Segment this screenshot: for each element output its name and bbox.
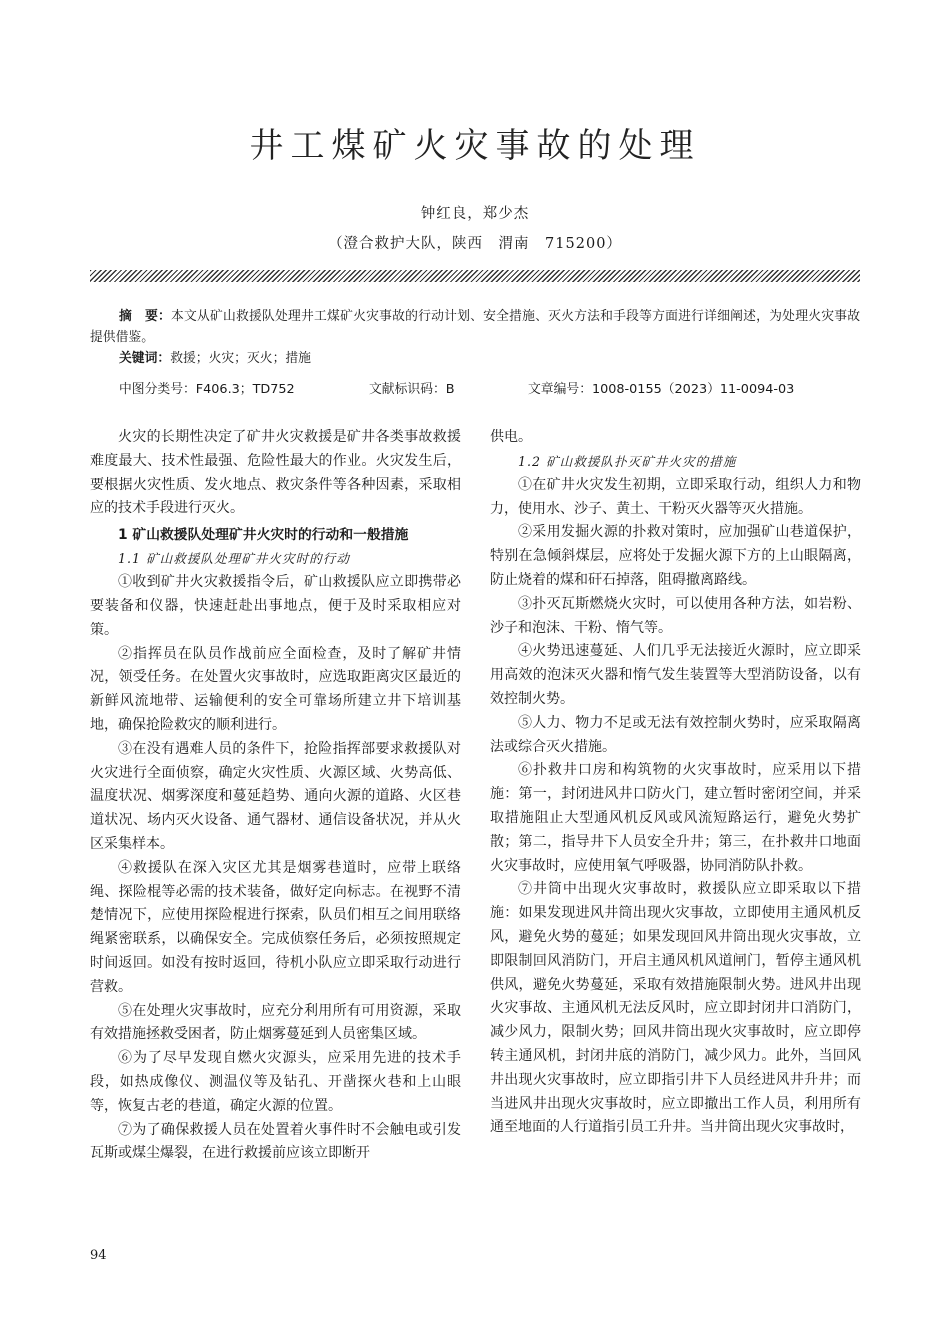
keywords-label: 关键词： bbox=[119, 351, 171, 366]
keywords-text: 救援；火灾；灭火；措施 bbox=[170, 351, 311, 366]
paragraph: ⑦井筒中出现火灾事故时，救援队应立即采取以下措施：如果发现进风井筒出现火灾事故，立即使用主通风机反风，避免火势的蔓延；如果发现回风井筒出现火灾事故，立即限制回风消防门，开启主通风机风道闸门，暂停主通风机供风，避免火势蔓延，采取有效措施限制火势。进风井出现火灾事故、主通风机无法反风时，应立即封闭井口消防门，减少风力，限制火势；回风井筒出现火灾事故时，应立即停转主通风机，封闭井底的消防门，减少风力。此外，当回风井出现火灾事故时，应立即指引井下人员经进风井升井；而当进风井出现火灾事故时，应立即撤出工作人员，利用所有通至地面的人行道指引员工升井。当井筒出现火灾事故时， bbox=[490, 881, 861, 1136]
paragraph: ①收到矿井火灾救援指令后，矿山救援队应立即携带必要装备和仪器，快速赶赴出事地点，便于及时采取相应对策。 bbox=[90, 574, 461, 638]
paragraph: ③扑灭瓦斯燃烧火灾时，可以使用各种方法，如岩粉、沙子和泡沫、干粉、惰气等。 bbox=[490, 595, 861, 636]
article-number: 文章编号：1008-0155（2023）11-0094-03 bbox=[528, 382, 795, 397]
right-column bbox=[490, 426, 861, 1140]
paragraph: ②指挥员在队员作战前应全面检查，及时了解矿井情况，领受任务。在处置火灾事故时，应选取距离灾区最近的新鲜风流地带、运输便利的安全可靠场所建立井下培训基地，确保抢险救灾的顺利进行。 bbox=[90, 645, 461, 733]
abstract-text: 本文从矿山救援队处理井工煤矿火灾事故的行动计划、安全措施、灭火方法和手段等方面进行详细阐述，为处理火灾事故提供借鉴。 bbox=[90, 309, 861, 345]
abstract-block bbox=[90, 306, 860, 369]
article-title: 井工煤矿火灾事故的处理 bbox=[249, 126, 701, 166]
page-number: 94 bbox=[90, 1248, 107, 1263]
paragraph: ②采用发掘火源的扑救对策时，应加强矿山巷道保护，特别在急倾斜煤层，应将处于发掘火源下方的上山眼隔离，防止烧着的煤和矸石掉落，阻碍撤离路线。 bbox=[490, 524, 861, 588]
paragraph: ④救援队在深入灾区尤其是烟雾巷道时，应带上联络绳、探险棍等必需的技术装备，做好定向标志。在视野不清楚情况下，应使用探险棍进行探索，队员们相互之间用联络绳紧密联系，以确保安全。完成侦察任务后，必须按照规定时间返回。如没有按时返回，待机小队应立即采取行动进行营救。 bbox=[90, 859, 461, 995]
section-1-1-heading: 1.1 矿山救援队处理矿井火灾时的行动 bbox=[118, 551, 350, 567]
clc-number: 中图分类号：F406.3；TD752 bbox=[119, 382, 295, 397]
paragraph: ⑥为了尽早发现自燃火灾源头，应采用先进的技术手段，如热成像仪、测温仪等及钻孔、开凿探火巷和上山眼等，恢复古老的巷道，确定火源的位置。 bbox=[90, 1050, 461, 1114]
abstract-label: 摘 要： bbox=[119, 309, 172, 324]
paragraph: ④火势迅速蔓延、人们几乎无法接近火源时，应立即采用高效的泡沫灭火器和惰气发生装置等大型消防设备，以有效控制火势。 bbox=[490, 643, 861, 707]
hatched-divider bbox=[90, 270, 860, 282]
intro-paragraph: 火灾的长期性决定了矿井火灾救援是矿井各类事故救援难度最大、技术性最强、危险性最大的作业。火灾发生后，要根据火灾性质、发火地点、救灾条件等各种因素，采取相应的技术手段进行灭火。 bbox=[90, 429, 461, 517]
keywords-line bbox=[90, 348, 860, 369]
section-1-heading: 1 矿山救援队处理矿井火灾时的行动和一般措施 bbox=[118, 527, 409, 544]
section-1-2-heading: 1.2 矿山救援队扑灭矿井火灾的措施 bbox=[518, 453, 737, 469]
paragraph: ⑥扑救井口房和构筑物的火灾事故时，应采用以下措施：第一，封闭进风井口防火门，建立暂时密闭空间，并采取措施阻止大型通风机反风或风流短路运行，避免火势扩散；第二，指导井下人员安全升井；第三，在扑救井口地面火灾事故时，应使用氧气呼吸器，协同消防队扑救。 bbox=[490, 762, 861, 874]
paragraph: ③在没有遇难人员的条件下，抢险指挥部要求救援队对火灾进行全面侦察，确定火灾性质、火源区域、火势高低、温度状况、烟雾深度和蔓延趋势、通向火源的道路、火区巷道状况、场内灭火设备、通气器材、通信设备状况，并从火区采集样本。 bbox=[90, 740, 461, 852]
paragraph: ⑤人力、物力不足或无法有效控制火势时，应采取隔离法或综合灭火措施。 bbox=[490, 714, 861, 755]
paragraph: ①在矿井火灾发生初期，立即采取行动，组织人力和物力，使用水、沙子、黄土、干粉灭火器等灭火措施。 bbox=[490, 476, 861, 517]
left-column bbox=[90, 426, 461, 1166]
continued-text: 供电。 bbox=[490, 429, 532, 445]
abstract-paragraph bbox=[90, 306, 860, 348]
authors: 钟红良，郑少杰 bbox=[420, 206, 530, 222]
affiliation: （澄合救护大队，陕西 渭南 715200） bbox=[328, 236, 622, 252]
paragraph: ⑦为了确保救援人员在处置着火事件时不会触电或引发瓦斯或煤尘爆裂，在进行救援前应该立即断开 bbox=[90, 1121, 461, 1162]
document-code: 文献标识码：B bbox=[369, 382, 455, 397]
paragraph: ⑤在处理火灾事故时，应充分利用所有可用资源，采取有效措施拯救受困者，防止烟雾蔓延到人员密集区域。 bbox=[90, 1002, 461, 1043]
